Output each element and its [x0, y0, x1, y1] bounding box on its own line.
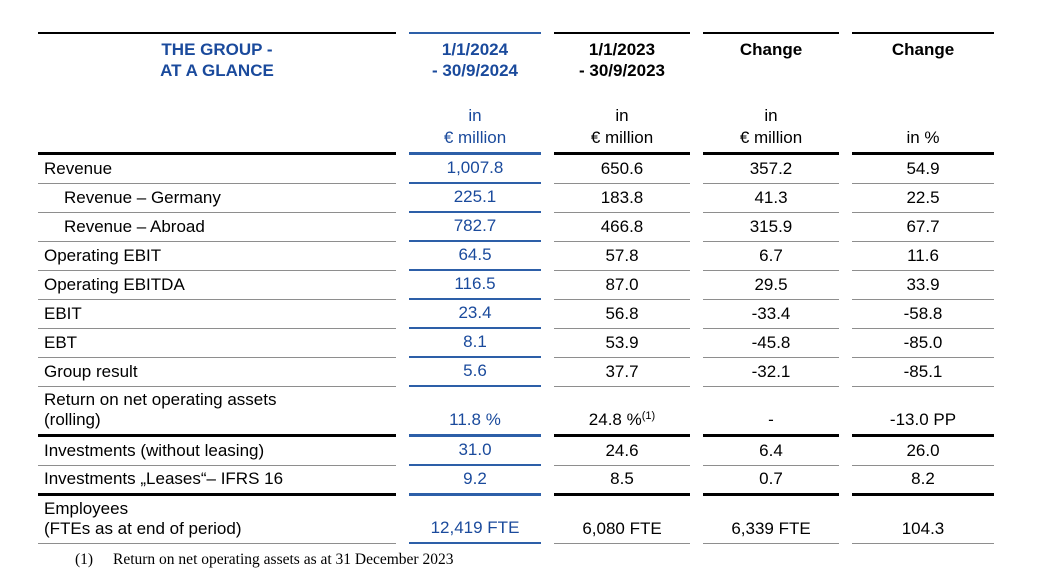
table-row — [38, 329, 994, 358]
value-change-percent: 26.0 — [852, 437, 994, 466]
value-period-2024: 1,007.8 — [409, 155, 541, 184]
value-change-absolute: -33.4 — [703, 300, 839, 329]
row-label: Operating EBITDA — [38, 271, 396, 300]
value-change-absolute: 0.7 — [703, 466, 839, 496]
value-period-2024: 23.4 — [409, 300, 541, 329]
units-change-percent — [852, 81, 994, 155]
unit-text: in — [764, 106, 778, 125]
value-period-2023: 650.6 — [554, 155, 690, 184]
table-row — [38, 437, 994, 466]
table-row — [38, 300, 994, 329]
row-label: Return on net operating assets (rolling) — [38, 387, 396, 437]
unit-text: in — [615, 106, 629, 125]
table-row — [38, 358, 994, 387]
value-change-absolute: -32.1 — [703, 358, 839, 387]
value-period-2023: 24.8 %$^{(1)}$ — [554, 387, 690, 437]
value-change-absolute: 6.7 — [703, 242, 839, 271]
row-label: Group result — [38, 358, 396, 387]
value-change-percent: 8.2 — [852, 466, 994, 496]
row-label: Investments „Leases“– IFRS 16 — [38, 466, 396, 496]
value-change-absolute: 41.3 — [703, 184, 839, 213]
value-period-2024: 8.1 — [409, 329, 541, 358]
value-change-absolute: 6,339 FTE — [703, 496, 839, 544]
value-change-percent: -58.8 — [852, 300, 994, 329]
value-change-percent: 54.9 — [852, 155, 994, 184]
row-label: Operating EBIT — [38, 242, 396, 271]
value-change-absolute: - — [703, 387, 839, 437]
unit-text: € million — [590, 128, 654, 147]
row-label: EBIT — [38, 300, 396, 329]
value-period-2023: 6,080 FTE — [554, 496, 690, 544]
column-header-text: 1/1/2023 — [588, 40, 656, 59]
column-header-period-2023 — [554, 32, 690, 81]
column-header-text: - 30/9/2024 — [431, 61, 518, 80]
value-change-percent: -85.0 — [852, 329, 994, 358]
units-label-spacer — [38, 81, 396, 155]
table-units-row — [38, 81, 994, 155]
table-header-row — [38, 32, 994, 81]
table-row — [38, 155, 994, 184]
row-label: Revenue — [38, 155, 396, 184]
table-title-line1: THE GROUP - — [161, 40, 273, 59]
units-period-2023 — [554, 81, 690, 155]
row-label: Revenue – Germany — [38, 184, 396, 213]
value-change-percent: 67.7 — [852, 213, 994, 242]
value-change-absolute: -45.8 — [703, 329, 839, 358]
column-header-text: 1/1/2024 — [441, 40, 509, 59]
value-period-2024: 782.7 — [409, 213, 541, 242]
group-at-a-glance-table — [38, 32, 994, 569]
table-row — [38, 387, 994, 437]
value-change-percent: -85.1 — [852, 358, 994, 387]
value-period-2023: 8.5 — [554, 466, 690, 496]
value-period-2024: 64.5 — [409, 242, 541, 271]
value-change-percent: 11.6 — [852, 242, 994, 271]
value-period-2024: 9.2 — [409, 466, 541, 496]
column-header-text: - 30/9/2023 — [578, 61, 665, 80]
table-row — [38, 242, 994, 271]
column-header-period-2024 — [409, 32, 541, 81]
value-change-absolute: 357.2 — [703, 155, 839, 184]
column-header-text: Change — [891, 40, 955, 59]
value-period-2024: 116.5 — [409, 271, 541, 300]
value-change-percent: -13.0 PP — [852, 387, 994, 437]
table-body — [38, 155, 994, 544]
value-period-2023: 37.7 — [554, 358, 690, 387]
table-title — [38, 32, 396, 81]
value-period-2023: 87.0 — [554, 271, 690, 300]
unit-text: in — [468, 106, 482, 125]
column-header-change-absolute — [703, 32, 839, 81]
unit-text: € million — [739, 128, 803, 147]
unit-text: in % — [906, 128, 940, 147]
value-change-absolute: 315.9 — [703, 213, 839, 242]
table-row — [38, 184, 994, 213]
value-change-percent: 104.3 — [852, 496, 994, 544]
units-period-2024 — [409, 81, 541, 155]
value-period-2024: 225.1 — [409, 184, 541, 213]
value-change-absolute: 6.4 — [703, 437, 839, 466]
footnote-text: Return on net operating assets as at 31 December 2023 — [113, 551, 454, 568]
value-period-2023: 24.6 — [554, 437, 690, 466]
value-change-absolute: 29.5 — [703, 271, 839, 300]
row-label: Investments (without leasing) — [38, 437, 396, 466]
column-header-change-percent — [852, 32, 994, 81]
value-period-2023: 466.8 — [554, 213, 690, 242]
value-period-2023: 53.9 — [554, 329, 690, 358]
value-period-2024: 5.6 — [409, 358, 541, 387]
value-period-2023: 183.8 — [554, 184, 690, 213]
footnote — [38, 551, 994, 569]
value-period-2023: 56.8 — [554, 300, 690, 329]
row-label: Revenue – Abroad — [38, 213, 396, 242]
value-period-2023: 57.8 — [554, 242, 690, 271]
unit-text: € million — [443, 128, 507, 147]
value-change-percent: 33.9 — [852, 271, 994, 300]
column-header-text: Change — [739, 40, 803, 59]
value-period-2024: 31.0 — [409, 437, 541, 466]
row-label: EBT — [38, 329, 396, 358]
table-row — [38, 213, 994, 242]
table-row — [38, 496, 994, 544]
value-period-2024: 12,419 FTE — [409, 496, 541, 544]
table-title-line2: AT A GLANCE — [160, 61, 274, 80]
footnote-marker: (1) — [75, 551, 94, 568]
units-change-absolute — [703, 81, 839, 155]
table-row — [38, 466, 994, 496]
value-change-percent: 22.5 — [852, 184, 994, 213]
table-row — [38, 271, 994, 300]
value-period-2024: 11.8 % — [409, 387, 541, 437]
row-label: Employees (FTEs as at end of period) — [38, 496, 396, 544]
